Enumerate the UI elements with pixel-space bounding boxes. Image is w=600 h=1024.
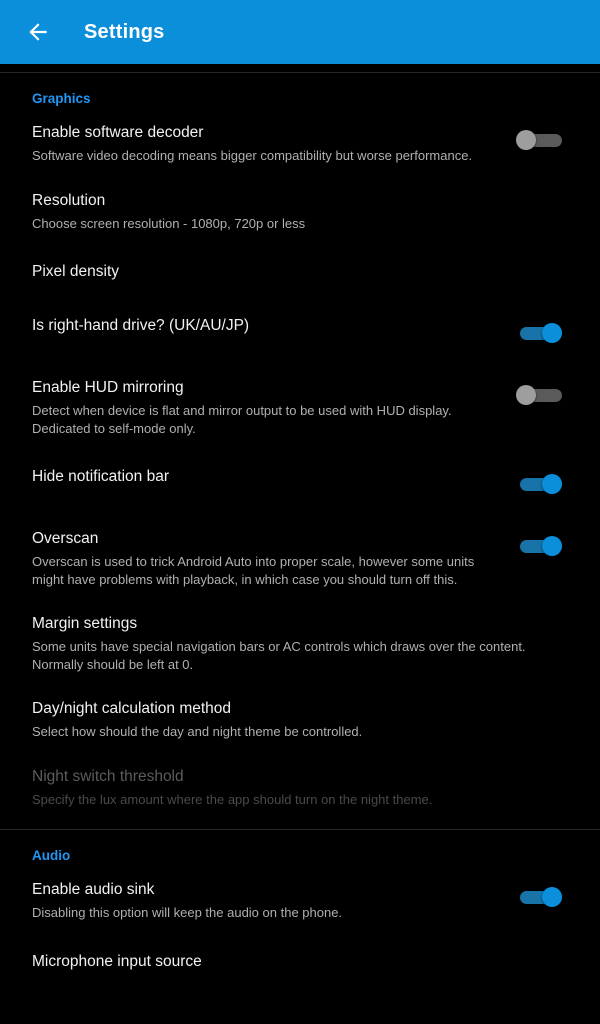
row-text <box>32 316 516 336</box>
section-header-graphics: Graphics <box>32 91 91 106</box>
page-title: Settings <box>84 20 165 43</box>
toggle-enable-hud-mirroring[interactable] <box>516 380 568 410</box>
settings-list[interactable] <box>0 64 600 1024</box>
setting-row-day-night-calculation-method[interactable] <box>0 686 600 754</box>
setting-row-enable-hud-mirroring[interactable] <box>0 365 600 450</box>
setting-title: Overscan <box>32 530 99 547</box>
setting-row-pixel-density[interactable] <box>0 245 600 299</box>
row-text <box>32 767 568 809</box>
setting-title: Enable audio sink <box>32 881 155 898</box>
row-text <box>32 952 568 972</box>
setting-description: Some units have special navigation bars or AC controls which draws over the content. Normally should be left at 0. <box>32 639 526 672</box>
setting-row-overscan[interactable] <box>0 516 600 601</box>
toggle-knob <box>542 887 562 907</box>
setting-title: Margin settings <box>32 615 138 632</box>
row-text <box>32 262 568 282</box>
toggle-knob <box>542 536 562 556</box>
setting-row-enable-software-decoder[interactable] <box>0 110 600 178</box>
arrow-left-icon[interactable] <box>20 14 56 50</box>
row-text <box>32 880 516 922</box>
setting-description: Overscan is used to trick Android Auto into proper scale, however some units might have problems with playback, in which case you should turn off this. <box>32 554 475 587</box>
toggle-knob <box>516 130 536 150</box>
row-text <box>32 191 568 233</box>
toggle-enable-audio-sink[interactable] <box>516 882 568 912</box>
toggle-enable-software-decoder[interactable] <box>516 125 568 155</box>
setting-title: Day/night calculation method <box>32 700 232 717</box>
setting-description: Disabling this option will keep the audio on the phone. <box>32 905 343 920</box>
setting-title: Hide notification bar <box>32 468 169 485</box>
toggle-hide-notification-bar[interactable] <box>516 469 568 499</box>
setting-description: Select how should the day and night theme be controlled. <box>32 724 363 739</box>
setting-row-night-switch-threshold <box>0 754 600 822</box>
setting-title: Resolution <box>32 191 106 209</box>
setting-row-enable-audio-sink[interactable] <box>0 867 600 935</box>
setting-row-microphone-input-source[interactable] <box>0 935 600 989</box>
setting-title: Night switch threshold <box>32 767 184 785</box>
setting-row-margin-settings[interactable] <box>0 601 600 686</box>
row-text <box>32 378 516 437</box>
setting-description: Detect when device is flat and mirror output to be used with HUD display. Dedicated to self-mode only. <box>32 403 452 436</box>
setting-title: Pixel density <box>32 263 120 280</box>
setting-title: Enable HUD mirroring <box>32 379 184 396</box>
row-text <box>32 529 516 588</box>
setting-row-right-hand-drive[interactable] <box>0 299 600 365</box>
setting-description: Specify the lux amount where the app should turn on the night theme. <box>32 791 433 807</box>
toggle-knob <box>542 323 562 343</box>
setting-description: Choose screen resolution - 1080p, 720p or less <box>32 215 306 231</box>
toggle-overscan[interactable] <box>516 531 568 561</box>
section-graphics <box>0 73 600 821</box>
row-text <box>32 699 568 741</box>
row-text <box>32 467 516 487</box>
row-text <box>32 614 568 673</box>
toggle-knob <box>516 385 536 405</box>
setting-row-hide-notification-bar[interactable] <box>0 450 600 516</box>
section-audio <box>0 830 600 989</box>
row-text <box>32 123 516 165</box>
app-bar <box>0 0 600 64</box>
setting-title: Enable software decoder <box>32 124 204 141</box>
setting-row-resolution[interactable] <box>0 178 600 246</box>
setting-description: Software video decoding means bigger compatibility but worse performance. <box>32 148 473 163</box>
toggle-right-hand-drive[interactable] <box>516 318 568 348</box>
setting-title: Is right-hand drive? (UK/AU/JP) <box>32 317 250 334</box>
setting-title: Microphone input source <box>32 952 202 970</box>
toggle-knob <box>542 474 562 494</box>
section-header-audio: Audio <box>32 848 71 863</box>
